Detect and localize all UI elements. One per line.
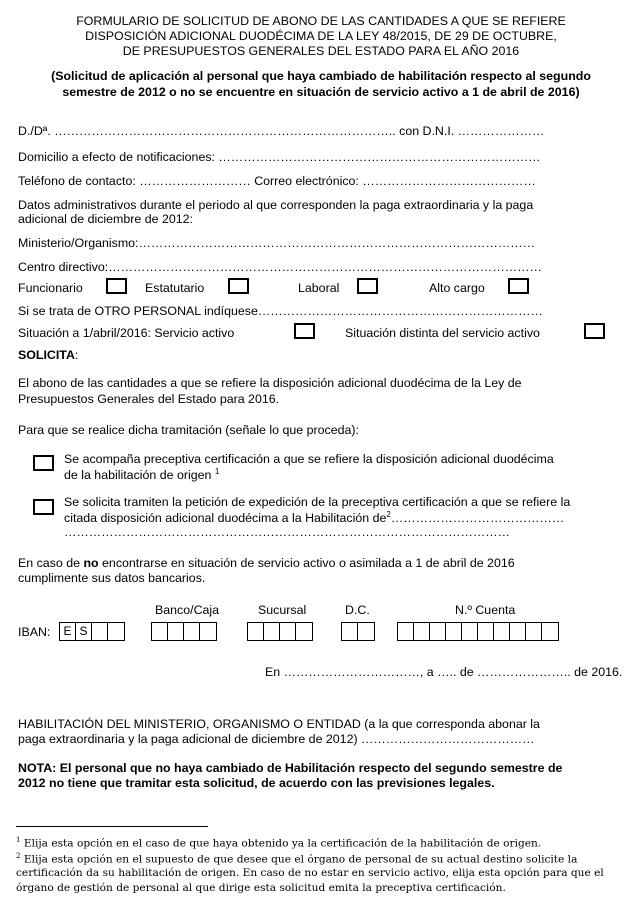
dc-label: D.C.	[345, 603, 370, 617]
laboral-checkbox[interactable]	[357, 278, 378, 294]
solicita-para-line-1: El abono de las cantidades a que se refiere la disposición adicional duodécima de la Ley de	[18, 376, 522, 390]
sucursal-cell[interactable]	[248, 623, 264, 640]
footnote-2-line-1: $^2$ Elija esta opción en el supuesto de que desee que el órgano de personal de su actual destino solicite la	[16, 852, 578, 866]
iban-cell[interactable]	[92, 623, 108, 640]
title-line-2: DISPOSICIÓN ADICIONAL DUODÉCIMA DE LA LEY 48/2015, DE 29 DE OCTUBRE,	[85, 29, 557, 43]
dc-cell[interactable]	[342, 623, 358, 640]
banco-cell[interactable]	[152, 623, 168, 640]
cuenta-cell[interactable]	[414, 623, 430, 640]
cuenta-cell[interactable]	[494, 623, 510, 640]
estatutario-label: Estatutario	[145, 281, 205, 295]
funcionario-checkbox[interactable]	[106, 278, 127, 294]
option-certificacion-line-2: de la habilitación de origen $^1$	[64, 467, 220, 483]
cuenta-field[interactable]	[397, 622, 559, 641]
cuenta-cell[interactable]	[510, 623, 526, 640]
sucursal-cell[interactable]	[264, 623, 280, 640]
footnote-1: $^1$ Elija esta opción en el caso de que haya obtenido ya la certificación de la habilitación de origen.	[16, 836, 542, 850]
banco-cell[interactable]	[200, 623, 216, 640]
cuenta-cell[interactable]	[446, 623, 462, 640]
funcionario-label: Funcionario	[18, 281, 83, 295]
datos-admin-line-1: Datos administrativos durante el periodo al que corresponden la paga extraordinaria y la paga	[18, 198, 534, 212]
situacion-activo-label: Situación a 1/abril/2016: Servicio activo	[18, 326, 235, 340]
habilitacion-line-2[interactable]: paga extraordinaria y la paga adicional de diciembre de 2012) ……………………………………	[18, 732, 535, 746]
datos-admin-line-2: adicional de diciembre de 2012:	[18, 212, 193, 226]
iban-label: IBAN:	[18, 625, 51, 639]
subtitle-line-2: semestre de 2012 o no se encuentre en situación de servicio activo a 1 de abril de 2016)	[62, 85, 580, 99]
title-line-3: DE PRESUPUESTOS GENERALES DEL ESTADO PARA EL AÑO 2016	[122, 44, 520, 58]
banco-caja-field[interactable]	[151, 622, 217, 641]
iban-cell[interactable]: S	[76, 623, 92, 640]
situacion-distinta-label: Situación distinta del servicio activo	[345, 326, 540, 340]
sucursal-cell[interactable]	[296, 623, 312, 640]
centro-directivo-field[interactable]: Centro directivo:……………………………………………………………………………………………	[18, 260, 542, 274]
banco-cell[interactable]	[184, 623, 200, 640]
cuenta-cell[interactable]	[542, 623, 558, 640]
iban-cell[interactable]	[108, 623, 124, 640]
footnote-2-line-3: órgano de gestión de personal al que dirige esta solicitud emita la preceptiva certificación.	[16, 882, 506, 894]
alto-cargo-checkbox[interactable]	[508, 278, 529, 294]
cuenta-cell[interactable]	[478, 623, 494, 640]
laboral-label: Laboral	[298, 281, 340, 295]
numero-cuenta-label: N.º Cuenta	[455, 603, 516, 617]
domicilio-field[interactable]: Domicilio a efecto de notificaciones: ……………………………………………………………………	[18, 150, 541, 164]
iban-cell[interactable]: E	[60, 623, 76, 640]
nota-line-2: 2012 no tiene que tramitar esta solicitud, de acuerdo con las previsiones legales.	[18, 776, 495, 790]
iban-country-field[interactable]	[59, 622, 125, 641]
option-tramiten-line-2: citada disposición adicional duodécima a la Habilitación $de^2\dots\dots\dots\dots\dots\dots\dots\dots\dots\dots\dots\dots\dots\dots$	[64, 510, 565, 526]
cuenta-cell[interactable]	[462, 623, 478, 640]
dc-field[interactable]	[341, 622, 375, 641]
servicio-activo-checkbox[interactable]	[294, 323, 315, 339]
alto-cargo-label: Alto cargo	[429, 281, 485, 295]
footnote-divider	[16, 826, 208, 827]
name-dni-field[interactable]: D./Dª. ……………………………………………………………………….. con D.N.I. …………………	[18, 124, 545, 138]
bank-intro-line-1: En caso de no encontrarse en situación de servicio activo o asimilada a 1 de abril de 2016	[18, 556, 515, 570]
cuenta-cell[interactable]	[430, 623, 446, 640]
banco-cell[interactable]	[168, 623, 184, 640]
telefono-email-field[interactable]: Teléfono de contacto: ……………………… Correo electrónico: ……………………………………	[18, 174, 536, 188]
cuenta-cell[interactable]	[398, 623, 414, 640]
otro-personal-field[interactable]: Si se trata de OTRO PERSONAL indíquese……………………………………………………………	[18, 304, 543, 318]
solicita-para-line-2: Presupuestos Generales del Estado para 2016.	[18, 392, 280, 406]
sucursal-label: Sucursal	[258, 603, 307, 617]
solicita-heading: SOLICITA:	[18, 348, 79, 362]
option-certificacion-checkbox[interactable]	[33, 455, 54, 471]
ministerio-field[interactable]: Ministerio/Organismo:……………………………………………………………………………………	[18, 236, 536, 250]
dc-cell[interactable]	[358, 623, 374, 640]
sucursal-field[interactable]	[247, 622, 313, 641]
option-certificacion-line-1: Se acompaña preceptiva certificación a que se refiere la disposición adicional duodécima	[64, 452, 554, 466]
title-line-1: FORMULARIO DE SOLICITUD DE ABONO DE LAS CANTIDADES A QUE SE REFIERE	[76, 14, 566, 28]
option-tramiten-line-3[interactable]: ………………………………………………………………………………………………	[64, 525, 511, 539]
banco-caja-label: Banco/Caja	[155, 603, 220, 617]
habilitacion-line-1: HABILITACIÓN DEL MINISTERIO, ORGANISMO O ENTIDAD (a la que corresponda abonar la	[18, 717, 540, 731]
footnote-2-line-2: certificación da su habilitación de origen. En caso de no estar en servicio activo, elija esta opción para que el	[16, 867, 604, 879]
bank-intro-line-2: cumplimente sus datos bancarios.	[18, 571, 206, 585]
situacion-distinta-checkbox[interactable]	[584, 323, 605, 339]
subtitle-line-1: (Solicitud de aplicación al personal que haya cambiado de habilitación respecto al segundo	[51, 69, 591, 83]
option-tramiten-line-1: Se solicita tramiten la petición de expedición de la preceptiva certificación a que se refiere la	[64, 495, 571, 509]
tramitacion-instruction: Para que se realice dicha tramitación (señale lo que proceda):	[18, 423, 359, 437]
date-place-line[interactable]: En ……………………………, a ….. de ………………….. de 2016.	[265, 665, 623, 679]
cuenta-cell[interactable]	[526, 623, 542, 640]
estatutario-checkbox[interactable]	[228, 278, 249, 294]
sucursal-cell[interactable]	[280, 623, 296, 640]
nota-line-1: NOTA: El personal que no haya cambiado de Habilitación respecto del segundo semestre de	[18, 761, 563, 775]
option-tramiten-checkbox[interactable]	[33, 499, 54, 515]
